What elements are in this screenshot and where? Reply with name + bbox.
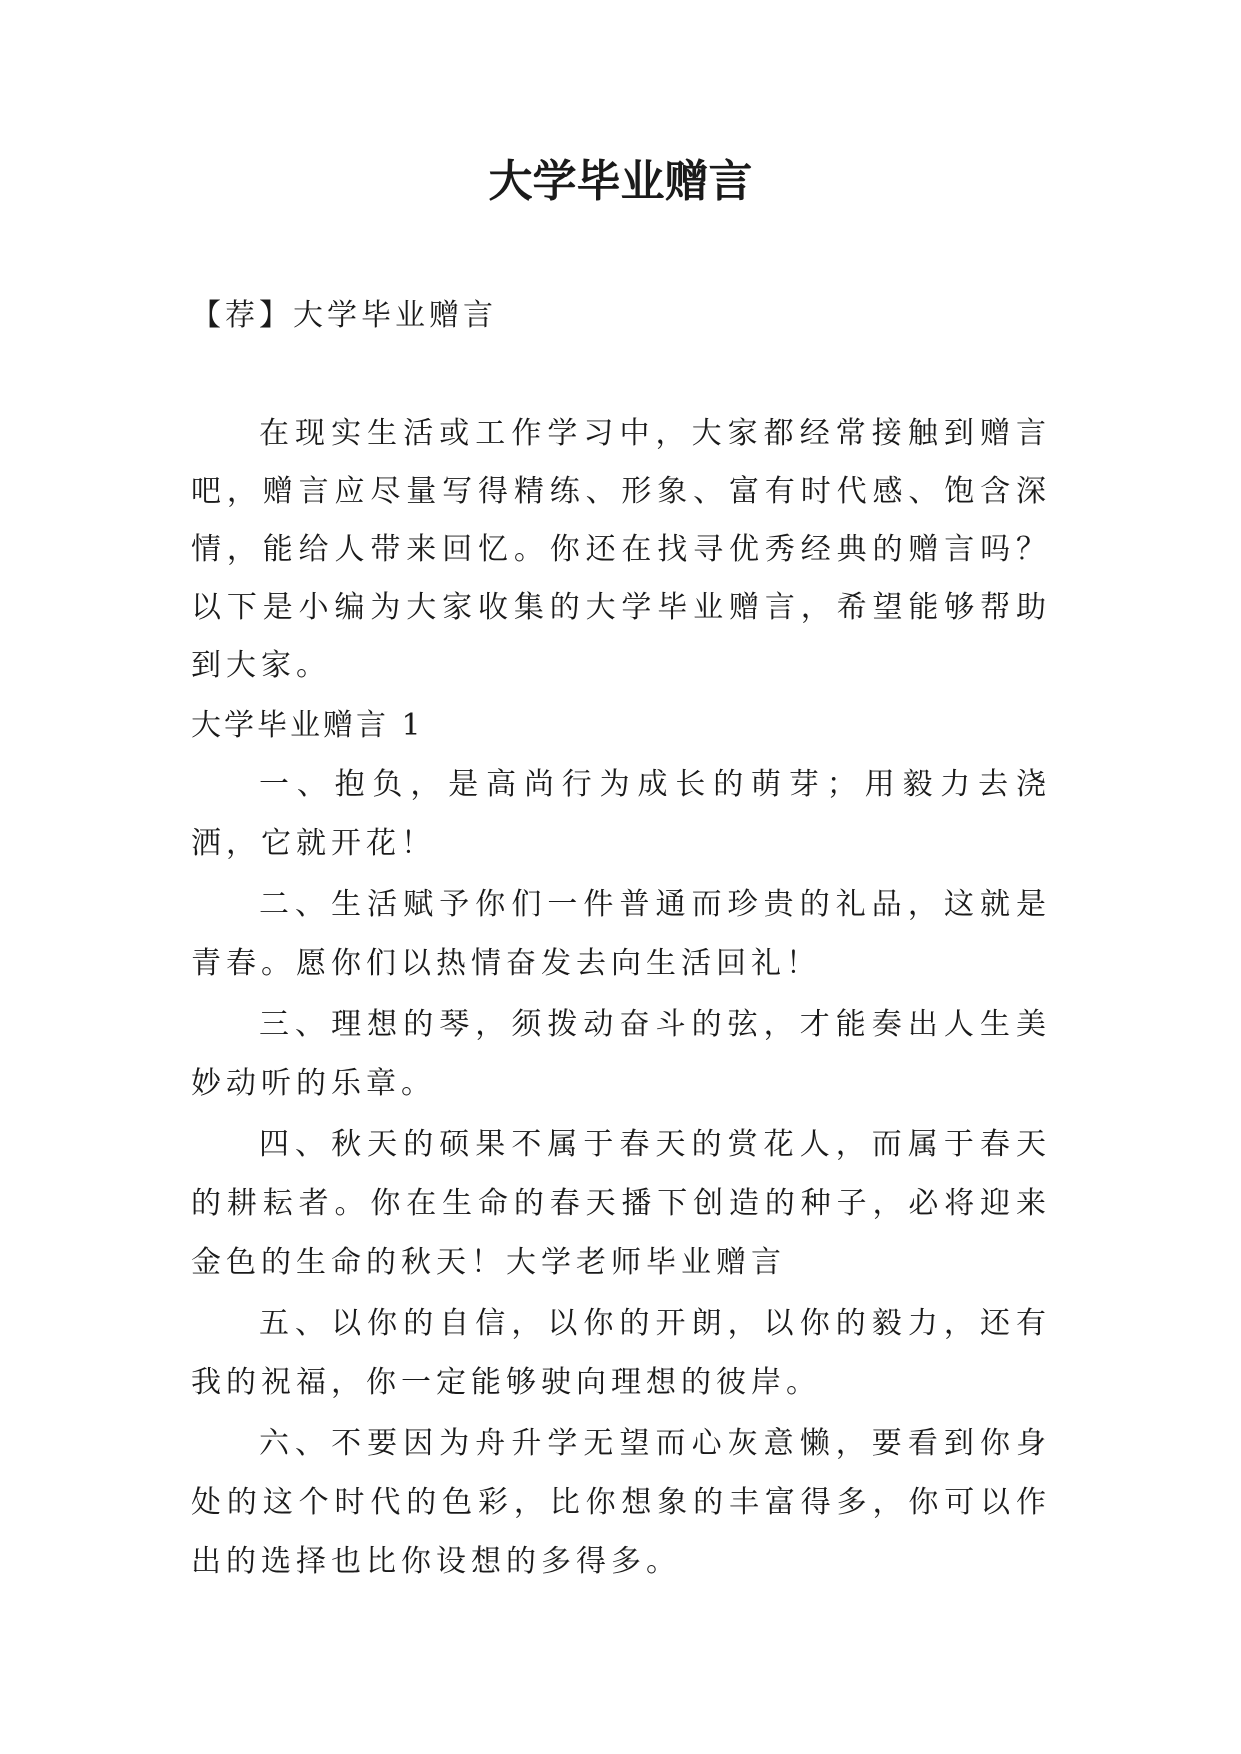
quote-item: 三、理想的琴，须拨动奋斗的弦，才能奏出人生美妙动听的乐章。 [191,1007,1051,1101]
quote-item: 五、以你的自信，以你的开朗，以你的毅力，还有我的祝福，你一定能够驶向理想的彼岸。 [191,1306,1051,1400]
quote-list [191,755,1051,1593]
quote-item: 四、秋天的硕果不属于春天的赏花人，而属于春天的耕耘者。你在生命的春天播下创造的种子，必将迎来金色的生命的秋天！大学老师毕业赠言 [191,1127,1051,1280]
intro-paragraph: 在现实生活或工作学习中，大家都经常接触到赠言吧，赠言应尽量写得精练、形象、富有时代感、饱含深情，能给人带来回忆。你还在找寻优秀经典的赠言吗？以下是小编为大家收集的大学毕业赠言，希望能够帮助到大家。 [191,416,1051,683]
quote-item: 二、生活赋予你们一件普通而珍贵的礼品，这就是青春。愿你们以热情奋发去向生活回礼！ [191,887,1051,981]
recommend-line: 【荐】大学毕业赠言 [191,298,497,333]
quote-item: 六、不要因为舟升学无望而心灰意懒，要看到你身处的这个时代的色彩，比你想象的丰富得多，你可以作出的选择也比你设想的多得多。 [191,1426,1051,1579]
document-title: 大学毕业赠言 [488,156,753,207]
section-title: 大学毕业赠言 1 [191,708,424,743]
quote-item: 一、抱负，是高尚行为成长的萌芽；用毅力去浇洒，它就开花！ [191,767,1051,861]
